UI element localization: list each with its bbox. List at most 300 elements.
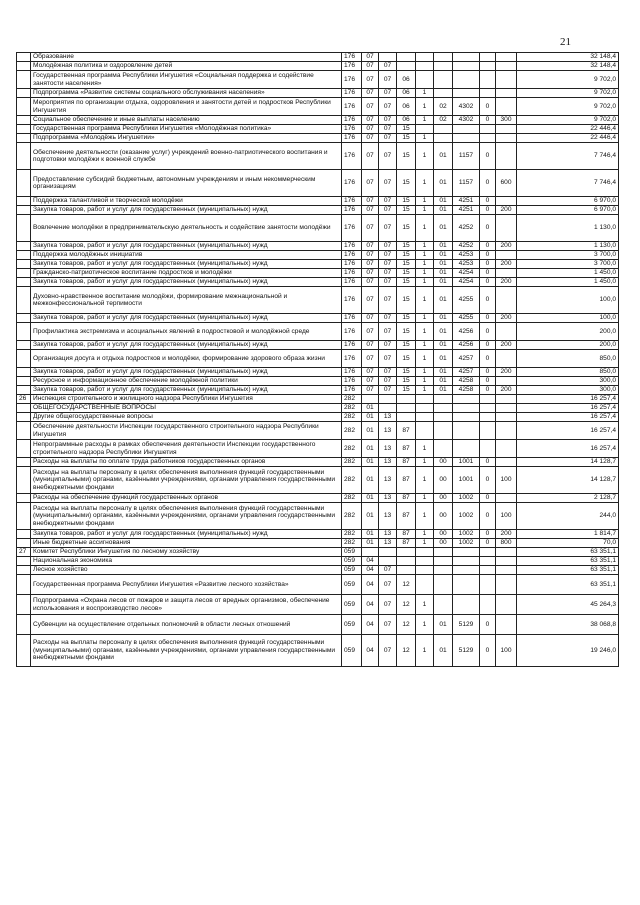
program-cell <box>397 404 416 413</box>
description-cell: Мероприятия по организации отдыха, оздоровления и занятости детей и подростков Республики Ингушетия <box>31 98 342 116</box>
expense-type-cell: 200 <box>496 242 517 251</box>
amount-cell: 6 970,0 <box>517 206 619 215</box>
amount-cell: 63 351,1 <box>517 557 619 566</box>
sub-direction-cell: 0 <box>480 215 496 242</box>
description-cell: Подпрограмма «Молодёжь Ингушетии» <box>31 134 342 143</box>
table-row <box>17 395 619 404</box>
expense-type-cell: 200 <box>496 386 517 395</box>
section-cell: 07 <box>362 134 379 143</box>
description-cell: Государственная программа Республики Ингушетия «Молодёжная политика» <box>31 125 342 134</box>
section-cell: 04 <box>362 566 379 575</box>
expense-type-cell <box>496 404 517 413</box>
table-row <box>17 53 619 62</box>
section-cell: 04 <box>362 557 379 566</box>
row-number-cell <box>17 116 31 125</box>
subsection-cell: 07 <box>379 314 397 323</box>
description-cell: Ресурсное и информационное обеспечение молодёжной политики <box>31 377 342 386</box>
program-cell: 15 <box>397 206 416 215</box>
description-cell: Расходы на выплаты персоналу в целях обеспечения выполнения функций государственными (муниципальными) органами, казёнными учреждениями, органами управления государственными внебюджетными фондами <box>31 467 342 494</box>
section-cell: 01 <box>362 503 379 530</box>
description-cell: Подпрограмма «Охрана лесов от пожаров и защита лесов от вредных организмов, обеспечение использования и воспроизводство лесов» <box>31 595 342 615</box>
section-cell: 01 <box>362 467 379 494</box>
ministry-code-cell: 059 <box>342 575 362 595</box>
expense-type-cell <box>496 71 517 89</box>
sub-direction-cell: 0 <box>480 260 496 269</box>
description-cell: Организация досуга и отдыха подростков и молодёжи, формирование здорового образа жизни <box>31 350 342 368</box>
sub-direction-cell: 0 <box>480 635 496 667</box>
sub-direction-cell: 0 <box>480 368 496 377</box>
table-row <box>17 386 619 395</box>
subprogram-cell: 1 <box>416 635 434 667</box>
direction-cell: 4251 <box>453 197 480 206</box>
program-cell: 15 <box>397 197 416 206</box>
subsection-cell: 07 <box>379 71 397 89</box>
table-row <box>17 125 619 134</box>
subsection-cell: 07 <box>379 215 397 242</box>
sub-direction-cell: 0 <box>480 350 496 368</box>
expense-type-cell: 200 <box>496 314 517 323</box>
subsection-cell: 07 <box>379 269 397 278</box>
event-cell: 01 <box>434 206 453 215</box>
sub-direction-cell: 0 <box>480 386 496 395</box>
table-row <box>17 557 619 566</box>
ministry-code-cell: 176 <box>342 215 362 242</box>
table-row <box>17 467 619 494</box>
program-cell: 15 <box>397 242 416 251</box>
direction-cell: 4253 <box>453 251 480 260</box>
section-cell: 04 <box>362 575 379 595</box>
program-cell: 87 <box>397 440 416 458</box>
amount-cell: 63 351,1 <box>517 548 619 557</box>
program-cell: 87 <box>397 467 416 494</box>
section-cell: 07 <box>362 62 379 71</box>
expense-type-cell <box>496 287 517 314</box>
program-cell: 15 <box>397 341 416 350</box>
direction-cell: 1002 <box>453 530 480 539</box>
ministry-code-cell: 282 <box>342 395 362 404</box>
program-cell: 15 <box>397 134 416 143</box>
amount-cell: 38 068,8 <box>517 615 619 635</box>
subprogram-cell <box>416 53 434 62</box>
row-number-cell <box>17 269 31 278</box>
program-cell: 15 <box>397 386 416 395</box>
program-cell <box>397 557 416 566</box>
amount-cell: 7 746,4 <box>517 170 619 197</box>
direction-cell: 4251 <box>453 206 480 215</box>
sub-direction-cell <box>480 557 496 566</box>
subsection-cell: 13 <box>379 422 397 440</box>
sub-direction-cell: 0 <box>480 341 496 350</box>
amount-cell: 9 702,0 <box>517 116 619 125</box>
program-cell <box>397 53 416 62</box>
subprogram-cell: 1 <box>416 458 434 467</box>
section-cell: 07 <box>362 143 379 170</box>
subsection-cell: 07 <box>379 89 397 98</box>
sub-direction-cell: 0 <box>480 287 496 314</box>
expense-type-cell: 200 <box>496 530 517 539</box>
ministry-code-cell: 176 <box>342 251 362 260</box>
subsection-cell: 13 <box>379 440 397 458</box>
ministry-code-cell: 176 <box>342 98 362 116</box>
subprogram-cell: 1 <box>416 134 434 143</box>
event-cell: 01 <box>434 215 453 242</box>
section-cell: 01 <box>362 413 379 422</box>
amount-cell: 850,0 <box>517 368 619 377</box>
sub-direction-cell <box>480 413 496 422</box>
expense-type-cell: 100 <box>496 467 517 494</box>
subsection-cell <box>379 557 397 566</box>
event-cell <box>434 125 453 134</box>
direction-cell: 4258 <box>453 386 480 395</box>
description-cell: Комитет Республики Ингушетия по лесному хозяйству <box>31 548 342 557</box>
event-cell: 01 <box>434 197 453 206</box>
amount-cell: 850,0 <box>517 350 619 368</box>
sub-direction-cell <box>480 595 496 615</box>
program-cell: 15 <box>397 143 416 170</box>
program-cell: 15 <box>397 251 416 260</box>
amount-cell: 300,0 <box>517 386 619 395</box>
direction-cell: 4252 <box>453 242 480 251</box>
expense-type-cell <box>496 458 517 467</box>
direction-cell: 4257 <box>453 350 480 368</box>
section-cell <box>362 548 379 557</box>
table-row <box>17 197 619 206</box>
sub-direction-cell <box>480 62 496 71</box>
section-cell: 07 <box>362 386 379 395</box>
event-cell: 02 <box>434 116 453 125</box>
section-cell: 07 <box>362 170 379 197</box>
ministry-code-cell: 176 <box>342 197 362 206</box>
direction-cell: 4254 <box>453 278 480 287</box>
amount-cell: 9 702,0 <box>517 71 619 89</box>
row-number-cell <box>17 323 31 341</box>
direction-cell: 1002 <box>453 503 480 530</box>
table-row <box>17 503 619 530</box>
row-number-cell <box>17 404 31 413</box>
row-number-cell <box>17 494 31 503</box>
row-number-cell <box>17 170 31 197</box>
section-cell: 04 <box>362 635 379 667</box>
sub-direction-cell <box>480 71 496 89</box>
expense-type-cell <box>496 566 517 575</box>
table-row <box>17 595 619 615</box>
description-cell: Закупка товаров, работ и услуг для государственных (муниципальных) нужд <box>31 260 342 269</box>
event-cell <box>434 71 453 89</box>
ministry-code-cell: 282 <box>342 458 362 467</box>
program-cell: 15 <box>397 287 416 314</box>
section-cell: 07 <box>362 71 379 89</box>
sub-direction-cell <box>480 395 496 404</box>
subprogram-cell <box>416 125 434 134</box>
amount-cell: 16 257,4 <box>517 422 619 440</box>
subprogram-cell <box>416 557 434 566</box>
subsection-cell: 07 <box>379 62 397 71</box>
ministry-code-cell: 176 <box>342 269 362 278</box>
section-cell: 01 <box>362 458 379 467</box>
event-cell: 00 <box>434 494 453 503</box>
sub-direction-cell: 0 <box>480 539 496 548</box>
description-cell: Иные бюджетные ассигнования <box>31 539 342 548</box>
event-cell: 01 <box>434 251 453 260</box>
subprogram-cell: 1 <box>416 350 434 368</box>
subprogram-cell: 1 <box>416 368 434 377</box>
program-cell <box>397 62 416 71</box>
description-cell: Молодёжная политика и оздоровление детей <box>31 62 342 71</box>
ministry-code-cell: 176 <box>342 143 362 170</box>
sub-direction-cell: 0 <box>480 170 496 197</box>
section-cell: 07 <box>362 53 379 62</box>
subprogram-cell: 1 <box>416 539 434 548</box>
amount-cell: 1 814,7 <box>517 530 619 539</box>
row-number-cell <box>17 260 31 269</box>
section-cell: 01 <box>362 404 379 413</box>
subsection-cell: 13 <box>379 494 397 503</box>
subsection-cell: 07 <box>379 368 397 377</box>
direction-cell <box>453 404 480 413</box>
description-cell: Профилактика экстремизма и асоциальных явлений в подростковой и молодёжной среде <box>31 323 342 341</box>
direction-cell: 4255 <box>453 314 480 323</box>
section-cell <box>362 395 379 404</box>
event-cell: 01 <box>434 170 453 197</box>
subprogram-cell: 1 <box>416 206 434 215</box>
event-cell <box>434 566 453 575</box>
section-cell: 07 <box>362 314 379 323</box>
description-cell: Закупка товаров, работ и услуг для государственных (муниципальных) нужд <box>31 314 342 323</box>
expense-type-cell <box>496 494 517 503</box>
description-cell: Поддержка молодёжных инициатив <box>31 251 342 260</box>
event-cell: 01 <box>434 269 453 278</box>
amount-cell: 14 128,7 <box>517 467 619 494</box>
description-cell: Поддержка талантливой и творческой молодёжи <box>31 197 342 206</box>
table-row <box>17 422 619 440</box>
amount-cell: 200,0 <box>517 323 619 341</box>
expense-type-cell <box>496 413 517 422</box>
row-number-cell <box>17 134 31 143</box>
amount-cell: 300,0 <box>517 377 619 386</box>
description-cell: Образование <box>31 53 342 62</box>
direction-cell <box>453 413 480 422</box>
program-cell: 15 <box>397 278 416 287</box>
subprogram-cell: 1 <box>416 386 434 395</box>
row-number-cell <box>17 503 31 530</box>
description-cell: Обеспечение деятельности Инспекции государственного строительного надзора Республики Ингушетия <box>31 422 342 440</box>
description-cell: Закупка товаров, работ и услуг для государственных (муниципальных) нужд <box>31 530 342 539</box>
direction-cell <box>453 53 480 62</box>
amount-cell: 1 450,0 <box>517 278 619 287</box>
section-cell: 07 <box>362 89 379 98</box>
subprogram-cell: 1 <box>416 287 434 314</box>
sub-direction-cell: 0 <box>480 467 496 494</box>
event-cell <box>434 62 453 71</box>
program-cell: 06 <box>397 116 416 125</box>
expense-type-cell <box>496 89 517 98</box>
sub-direction-cell <box>480 566 496 575</box>
amount-cell: 3 700,0 <box>517 260 619 269</box>
table-row <box>17 530 619 539</box>
ministry-code-cell: 176 <box>342 314 362 323</box>
description-cell: Гражданско-патриотическое воспитание подростков и молодёжи <box>31 269 342 278</box>
description-cell: Обеспечение деятельности (оказание услуг) учреждений военно-патриотического воспитания и подготовки молодёжи к военной службе <box>31 143 342 170</box>
amount-cell: 14 128,7 <box>517 458 619 467</box>
row-number-cell <box>17 458 31 467</box>
row-number-cell <box>17 557 31 566</box>
row-number-cell <box>17 575 31 595</box>
table-row <box>17 62 619 71</box>
ministry-code-cell: 059 <box>342 595 362 615</box>
sub-direction-cell <box>480 422 496 440</box>
subsection-cell: 07 <box>379 575 397 595</box>
expense-type-cell <box>496 575 517 595</box>
sub-direction-cell: 0 <box>480 197 496 206</box>
description-cell: Социальное обеспечение и иные выплаты населению <box>31 116 342 125</box>
amount-cell: 19 246,0 <box>517 635 619 667</box>
subsection-cell: 13 <box>379 467 397 494</box>
description-cell: Закупка товаров, работ и услуг для государственных (муниципальных) нужд <box>31 278 342 287</box>
expense-type-cell <box>496 377 517 386</box>
row-number-cell <box>17 53 31 62</box>
row-number-cell <box>17 242 31 251</box>
expense-type-cell: 100 <box>496 635 517 667</box>
program-cell: 15 <box>397 125 416 134</box>
sub-direction-cell: 0 <box>480 251 496 260</box>
subprogram-cell: 1 <box>416 615 434 635</box>
ministry-code-cell: 176 <box>342 125 362 134</box>
sub-direction-cell: 0 <box>480 323 496 341</box>
row-number-cell <box>17 314 31 323</box>
direction-cell: 4256 <box>453 341 480 350</box>
sub-direction-cell <box>480 440 496 458</box>
amount-cell: 1 130,0 <box>517 242 619 251</box>
sub-direction-cell: 0 <box>480 242 496 251</box>
direction-cell: 4256 <box>453 323 480 341</box>
amount-cell: 3 700,0 <box>517 251 619 260</box>
amount-cell: 9 702,0 <box>517 98 619 116</box>
row-number-cell <box>17 413 31 422</box>
section-cell: 07 <box>362 206 379 215</box>
ministry-code-cell: 176 <box>342 71 362 89</box>
event-cell: 01 <box>434 615 453 635</box>
table-row <box>17 269 619 278</box>
program-cell: 87 <box>397 422 416 440</box>
subsection-cell: 07 <box>379 98 397 116</box>
expense-type-cell <box>496 251 517 260</box>
row-number-cell <box>17 62 31 71</box>
sub-direction-cell: 0 <box>480 503 496 530</box>
expense-type-cell <box>496 98 517 116</box>
section-cell: 04 <box>362 615 379 635</box>
amount-cell: 32 148,4 <box>517 53 619 62</box>
event-cell: 00 <box>434 467 453 494</box>
sub-direction-cell: 0 <box>480 314 496 323</box>
table-row <box>17 440 619 458</box>
sub-direction-cell: 0 <box>480 530 496 539</box>
amount-cell: 70,0 <box>517 539 619 548</box>
description-cell: Закупка товаров, работ и услуг для государственных (муниципальных) нужд <box>31 206 342 215</box>
program-cell: 87 <box>397 458 416 467</box>
section-cell: 07 <box>362 350 379 368</box>
direction-cell <box>453 125 480 134</box>
subsection-cell: 07 <box>379 143 397 170</box>
row-number-cell <box>17 377 31 386</box>
amount-cell: 16 257,4 <box>517 404 619 413</box>
section-cell: 07 <box>362 125 379 134</box>
row-number-cell <box>17 71 31 89</box>
event-cell: 01 <box>434 377 453 386</box>
subprogram-cell: 1 <box>416 440 434 458</box>
table-row <box>17 368 619 377</box>
subsection-cell <box>379 404 397 413</box>
section-cell: 07 <box>362 197 379 206</box>
section-cell: 07 <box>362 278 379 287</box>
description-cell: Духовно-нравственное воспитание молодёжи, формирование межнациональной и межконфессиональной терпимости <box>31 287 342 314</box>
ministry-code-cell: 176 <box>342 134 362 143</box>
subprogram-cell: 1 <box>416 377 434 386</box>
direction-cell: 4258 <box>453 377 480 386</box>
subsection-cell: 07 <box>379 278 397 287</box>
event-cell: 00 <box>434 458 453 467</box>
description-cell: Другие общегосударственные вопросы <box>31 413 342 422</box>
table-row <box>17 260 619 269</box>
expense-type-cell: 300 <box>496 116 517 125</box>
amount-cell: 2 128,7 <box>517 494 619 503</box>
table-row <box>17 566 619 575</box>
section-cell: 07 <box>362 98 379 116</box>
direction-cell <box>453 575 480 595</box>
sub-direction-cell <box>480 404 496 413</box>
subsection-cell: 07 <box>379 323 397 341</box>
subsection-cell <box>379 395 397 404</box>
program-cell <box>397 395 416 404</box>
section-cell: 04 <box>362 595 379 615</box>
ministry-code-cell: 176 <box>342 377 362 386</box>
direction-cell: 4254 <box>453 269 480 278</box>
direction-cell: 1001 <box>453 458 480 467</box>
table-row <box>17 341 619 350</box>
program-cell: 15 <box>397 377 416 386</box>
direction-cell <box>453 62 480 71</box>
table-row <box>17 539 619 548</box>
section-cell: 07 <box>362 269 379 278</box>
sub-direction-cell: 0 <box>480 269 496 278</box>
event-cell: 01 <box>434 635 453 667</box>
subprogram-cell: 1 <box>416 314 434 323</box>
event-cell: 01 <box>434 278 453 287</box>
row-number-cell <box>17 143 31 170</box>
amount-cell: 6 970,0 <box>517 197 619 206</box>
row-number-cell <box>17 206 31 215</box>
subprogram-cell: 1 <box>416 143 434 170</box>
event-cell <box>434 53 453 62</box>
ministry-code-cell: 176 <box>342 278 362 287</box>
ministry-code-cell: 059 <box>342 566 362 575</box>
row-number-cell <box>17 422 31 440</box>
ministry-code-cell: 176 <box>342 368 362 377</box>
table-row <box>17 170 619 197</box>
subsection-cell: 07 <box>379 206 397 215</box>
table-row <box>17 404 619 413</box>
subprogram-cell <box>416 548 434 557</box>
direction-cell: 4302 <box>453 116 480 125</box>
table-row <box>17 615 619 635</box>
direction-cell <box>453 548 480 557</box>
row-number-cell: 27 <box>17 548 31 557</box>
table-row <box>17 71 619 89</box>
section-cell: 01 <box>362 539 379 548</box>
direction-cell: 4252 <box>453 215 480 242</box>
section-cell: 07 <box>362 215 379 242</box>
table-row <box>17 215 619 242</box>
sub-direction-cell: 0 <box>480 98 496 116</box>
